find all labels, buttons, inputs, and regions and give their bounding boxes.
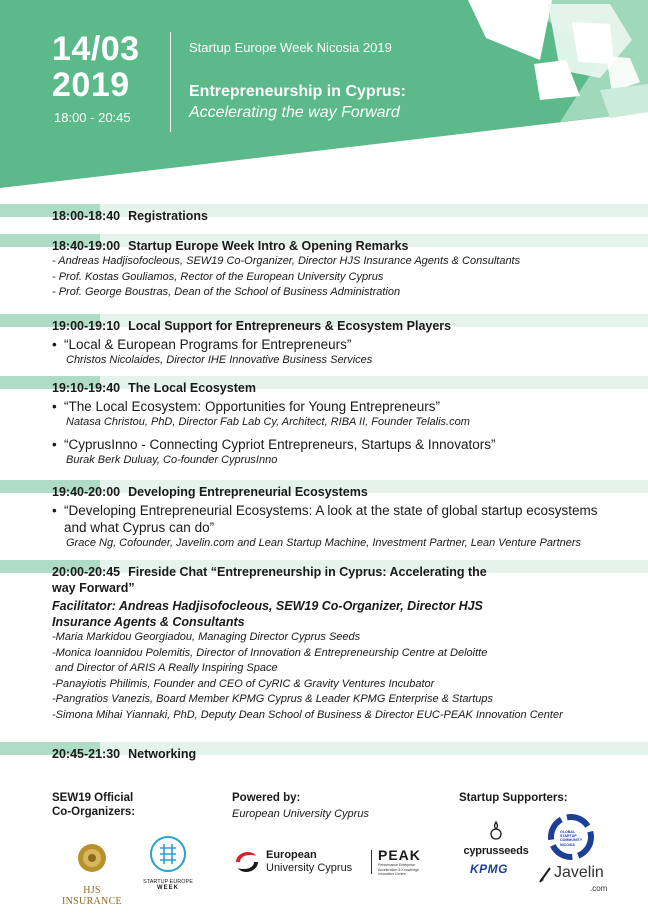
javelin-text: Javelin: [554, 864, 604, 881]
javelin-logo: [538, 864, 608, 894]
sew-emblem-icon: [142, 834, 194, 874]
kpmg-text: KPMG: [470, 862, 508, 876]
supporters-section: [459, 791, 568, 805]
sew-logo-text: STARTUP EUROPE: [143, 879, 193, 885]
date-year: 2019: [52, 66, 130, 104]
talk-speaker: Natasa Christou, PhD, Director Fab Lab Cy, Architect, RIBA II, Founder Telalis.com: [66, 416, 470, 428]
speaker-line: -Pangratios Vanezis, Board Member KPMG Cyprus & Leader KPMG Enterprise & Startups: [52, 693, 493, 705]
session-title: Fireside Chat “Entrepreneurship in Cyprus: Accelerating the way Forward”: [52, 565, 487, 595]
organizers-title: SEW19 Official: [52, 792, 134, 804]
event-subtitle: Accelerating the way Forward: [189, 104, 400, 121]
speaker-line: -Simona Mihai Yiannaki, PhD, Deputy Dean School of Business & Director EUC-PEAK Innovation Center: [52, 708, 563, 721]
powered-by-section: [232, 791, 369, 821]
event-time: 18:00 - 20:45: [54, 110, 131, 125]
session-title: The Local Ecosystem: [128, 381, 256, 395]
session-title: Local Support for Entrepreneurs & Ecosystem Players: [128, 319, 452, 333]
organizers-section: [52, 791, 135, 819]
session-opening: [0, 234, 648, 314]
supporters-title: Startup Supporters:: [459, 792, 568, 804]
session-heading: [52, 480, 618, 500]
session-networking: [0, 742, 648, 772]
gsc-logo: [548, 814, 594, 860]
header-banner: [0, 0, 648, 200]
session-title: Startup Europe Week Intro & Opening Remarks: [128, 239, 409, 253]
session-local-support: [0, 314, 648, 376]
speaker-line: and Director of ARIS A Really Inspiring Space: [52, 662, 278, 674]
session-title: Developing Entrepreneurial Ecosystems: [128, 485, 368, 499]
bullet-icon: •: [52, 503, 57, 518]
speaker-line: - Prof. George Boustras, Dean of the School of Business Administration: [52, 286, 401, 298]
session-heading: [52, 234, 618, 254]
speaker-line: -Monica Ioannidou Polemitis, Director of Innovation & Entrepreneurship Centre at Deloitte: [52, 646, 488, 659]
logo-divider: [371, 850, 372, 874]
powered-sub: European University Cyprus: [232, 808, 369, 820]
date-day: 14/03: [52, 30, 140, 68]
session-heading: [52, 560, 618, 596]
talk-title: [52, 398, 618, 415]
session-local-ecosystem: [0, 376, 648, 480]
cyprusseeds-text: cyprusseeds: [463, 845, 529, 857]
euc-logo-text: European: [266, 849, 317, 861]
organizers-title: Co-Organizers:: [52, 806, 136, 818]
powered-title: Powered by:: [232, 792, 301, 804]
header-divider: [170, 32, 171, 132]
hjs-emblem-icon: [52, 840, 132, 880]
peak-logo-sub: Performance Enterprise Acceleration & Knowledge Innovation Centre: [378, 863, 419, 876]
session-time: 18:40-19:00: [52, 239, 121, 253]
talk-title-text: “Developing Entrepreneurial Ecosystems: A look at the state of global startup ecosystems and what Cyprus can do”: [64, 503, 598, 535]
euc-logo-text: University Cyprus: [266, 862, 353, 874]
session-time: 18:00-18:40: [52, 209, 121, 223]
talk-title-text: “Local & European Programs for Entrepreneurs”: [64, 337, 352, 352]
peak-logo: [378, 848, 438, 878]
session-title: Networking: [128, 747, 197, 761]
session-time: 19:00-19:10: [52, 319, 121, 333]
session-heading: [52, 204, 618, 224]
javelin-sub: .com: [590, 884, 608, 893]
agenda: [0, 204, 648, 772]
event-title: Entrepreneurship in Cyprus:: [189, 83, 406, 100]
talk-speaker: Christos Nicolaides, Director IHE Innovative Business Services: [66, 354, 373, 366]
session-registrations: [0, 204, 648, 234]
kpmg-logo: [470, 862, 520, 880]
session-heading: [52, 742, 618, 762]
javelin-icon: [538, 866, 552, 884]
session-time: 19:40-20:00: [52, 485, 121, 499]
bullet-icon: •: [52, 399, 57, 414]
session-heading: [52, 314, 618, 334]
hjs-logo: [52, 840, 132, 907]
hjs-logo-text: HJS INSURANCE: [62, 885, 122, 907]
session-developing-ecosystems: [0, 480, 648, 560]
bullet-icon: •: [52, 337, 57, 352]
talk-speaker: Burak Berk Duluay, Co-founder CyprusInno: [66, 454, 278, 466]
speaker-line: - Prof. Kostas Gouliamos, Rector of the European University Cyprus: [52, 270, 384, 283]
talk-speaker: Grace Ng, Cofounder, Javelin.com and Lean Startup Machine, Investment Partner, Lean Venture Partners: [66, 537, 582, 549]
sew-logo: [142, 834, 194, 894]
session-time: 19:10-19:40: [52, 381, 121, 395]
peak-logo-text: PEAK: [378, 847, 421, 863]
talk-title: [52, 336, 618, 353]
session-title: Registrations: [128, 209, 208, 223]
session-time: 20:45-21:30: [52, 747, 121, 761]
talk-title: [52, 436, 618, 453]
euc-logo: [232, 848, 372, 878]
euc-emblem-icon: [232, 848, 262, 876]
seed-icon: [458, 820, 534, 840]
gsc-text: GLOBAL STARTUP COMMUNITY NICOSIA: [560, 830, 583, 847]
cyprusseeds-logo: [458, 820, 534, 856]
speaker-line: -Panayiotis Philimis, Founder and CEO of CyRIC & Gravity Ventures Incubator: [52, 677, 435, 690]
session-heading: [52, 376, 618, 396]
talk-title-text: “The Local Ecosystem: Opportunities for Young Entrepreneurs”: [64, 399, 440, 414]
event-name: Startup Europe Week Nicosia 2019: [189, 40, 392, 55]
session-time: 20:00-20:45: [52, 565, 121, 579]
facilitator: Facilitator: Andreas Hadjisofocleous, SEW19 Co-Organizer, Director HJS Insurance Agents & Consultants: [52, 599, 483, 629]
session-fireside-chat: [0, 560, 648, 742]
talk-title: [52, 502, 618, 536]
speaker-line: -Maria Markidou Georgiadou, Managing Director Cyprus Seeds: [52, 631, 361, 643]
bullet-icon: •: [52, 437, 57, 452]
speaker-line: - Andreas Hadjisofocleous, SEW19 Co-Organizer, Director HJS Insurance Agents & Consultants: [52, 255, 521, 267]
talk-title-text: “CyprusInno - Connecting Cypriot Entrepreneurs, Startups & Innovators”: [64, 437, 496, 452]
sew-logo-text: WEEK: [157, 885, 179, 891]
